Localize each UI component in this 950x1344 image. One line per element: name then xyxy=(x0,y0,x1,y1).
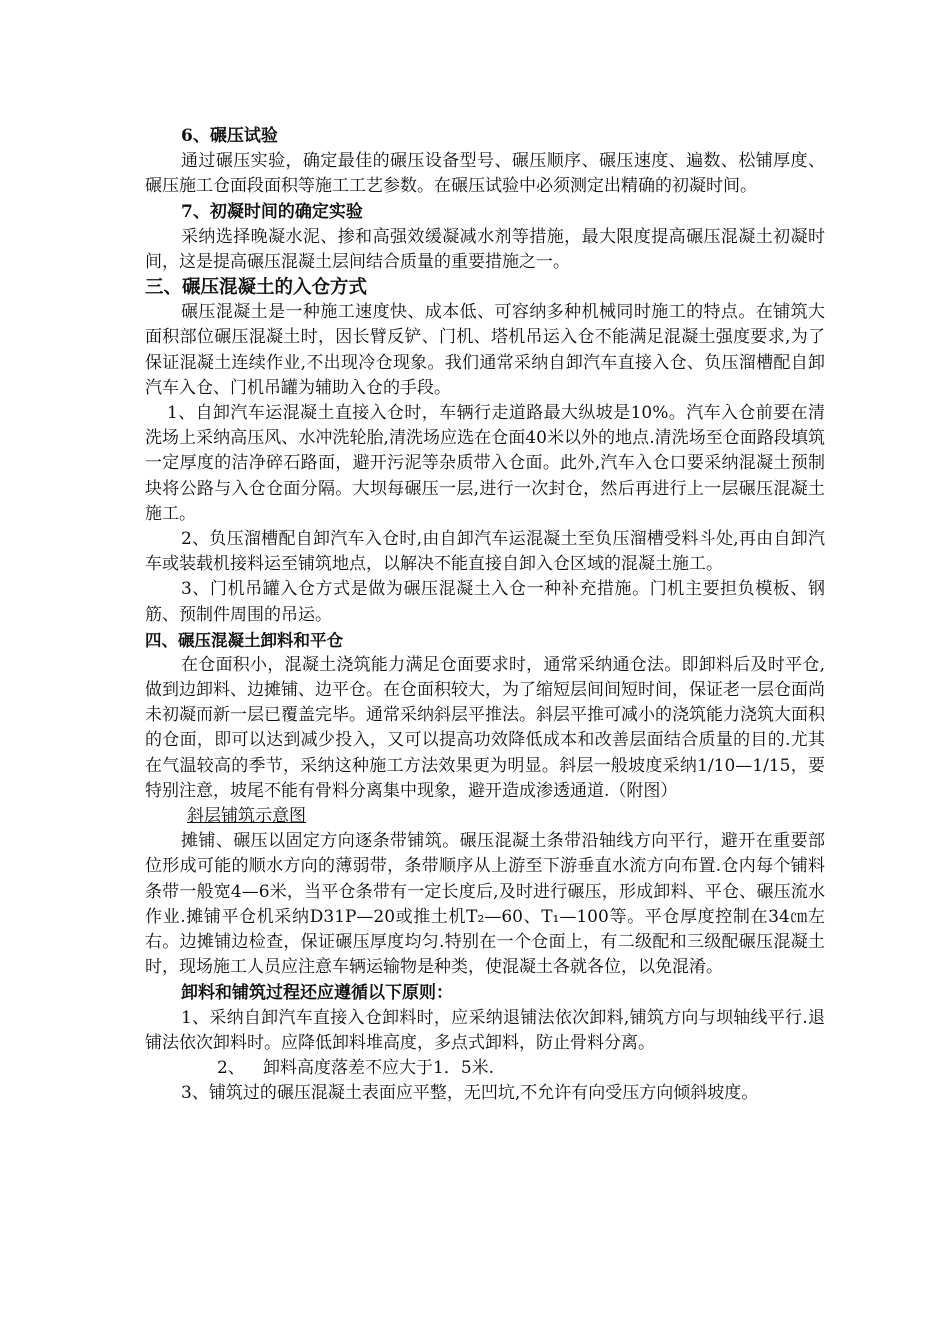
section-6-title: 6、碾压试验 xyxy=(181,126,278,146)
figure-caption-text: 斜层铺筑示意图 xyxy=(187,806,306,827)
principles-title: 卸料和铺筑过程还应遵循以下原则： xyxy=(181,982,453,1003)
principle-2-text: 卸料高度落差不应大于1．5米. xyxy=(263,1058,495,1079)
heading-4-unloading: 四、碾压混凝土卸料和平仓 xyxy=(145,630,343,650)
section-7-title: 7、初凝时间的确定实验 xyxy=(181,201,363,222)
section-6-body: 通过碾压实验，确定最佳的碾压设备型号、碾压顺序、碾压速度、遍数、松铺厚度、碾压施工仓面段面积等施工工艺参数。在碾压试验中必须测定出精确的初凝时间。 xyxy=(145,151,825,197)
principle-2 xyxy=(145,1056,825,1081)
document-page xyxy=(145,124,825,1107)
principle-3: 3、铺筑过的碾压混凝土表面应平整，无凹坑,不允许有向受压方向倾斜坡度。 xyxy=(181,1083,759,1104)
heading-4-body-2: 摊铺、碾压以固定方向逐条带铺筑。碾压混凝土条带沿轴线方向平行，避开在重要部位形成可能的顺水方向的薄弱带，条带顺序从上游至下游垂直水流方向布置.仓内每个铺料条带一般宽4—6米，当平仓条带有一定长度后,及时进行碾压，形成卸料、平仓、碾压流水作业.摊铺平仓机采纳D31P—20或推土机T₂—60、T₁—100等。平仓厚度控制在34㎝左右。边摊铺边检查，保证碾压厚度均匀.特别在一个仓面上，有二级配和三级配碾压混凝土时，现场施工人员应注意车辆运输物是种类，使混凝土各就各位，以免混淆。 xyxy=(145,831,825,978)
heading-4-body: 在仓面积小，混凝土浇筑能力满足仓面要求时，通常采纳通仓法。即卸料后及时平仓,做到边卸料、边摊铺、边平仓。在仓面积较大，为了缩短层间间短时间，保证老一层仓面尚未初凝而新一层已覆盖完毕。通常采纳斜层平推法。斜层平推可减小的浇筑能力浇筑大面积的仓面，即可以达到减少投入，又可以提高功效降低成本和改善层面结合质量的目的.尤其在气温较高的季节，采纳这种施工方法效果更为明显。斜层一般坡度采纳1/10—1/15，要特别注意，坡尾不能有骨料分离集中现象，避开造成渗透通道.（附图） xyxy=(145,654,825,801)
heading-3-item-1: 1、自卸汽车运混凝土直接入仓时，车辆行走道路最大纵坡是10%。汽车入仓前要在清洗场上采纳高压风、水冲洗轮胎,清洗场应选在仓面40米以外的地点.清洗场至仓面路段填筑一定厚度的洁净碎石路面，避开污泥等杂质带入仓面。此外,汽车入仓口要采纳混凝土预制块将公路与入仓仓面分隔。大坝每碾压一层,进行一次封仓，然后再进行上一层碾压混凝土施工。 xyxy=(145,403,825,524)
figure-caption xyxy=(145,804,825,829)
heading-3-item-2: 2、负压溜槽配自卸汽车入仓时,由自卸汽车运混凝土至负压溜槽受料斗处,再由自卸汽车或装载机接料运至铺筑地点，以解决不能直接自卸入仓区域的混凝土施工。 xyxy=(145,529,825,575)
principle-1: 1、采纳自卸汽车直接入仓卸料时，应采纳退铺法依次卸料,铺筑方向与坝轴线平行.退铺法依次卸料时。应降低卸料堆高度，多点式卸料，防止骨料分离。 xyxy=(145,1007,825,1053)
section-7-body: 采纳选择晚凝水泥、掺和高强效缓凝减水剂等措施，最大限度提高碾压混凝土初凝时间，这是提高碾压混凝土层间结合质量的重要措施之一。 xyxy=(145,226,825,273)
heading-3-body: 碾压混凝土是一种施工速度快、成本低、可容纳多种机械同时施工的特点。在铺筑大面积部位碾压混凝土时，因长臂反铲、门机、塔机吊运入仓不能满足混凝土强度要求,为了保证混凝土连续作业,不出现冷仓现象。我们通常采纳自卸汽车直接入仓、负压溜槽配自卸汽车入仓、门机吊罐为辅助入仓的手段。 xyxy=(145,302,825,398)
heading-3-item-3: 3、门机吊罐入仓方式是做为碾压混凝土入仓一种补充措施。门机主要担负模板、钢筋、预制件周围的吊运。 xyxy=(145,579,825,625)
principle-2-number: 2、 xyxy=(217,1058,245,1079)
heading-3-intake-methods: 三、碾压混凝土的入仓方式 xyxy=(145,277,368,299)
